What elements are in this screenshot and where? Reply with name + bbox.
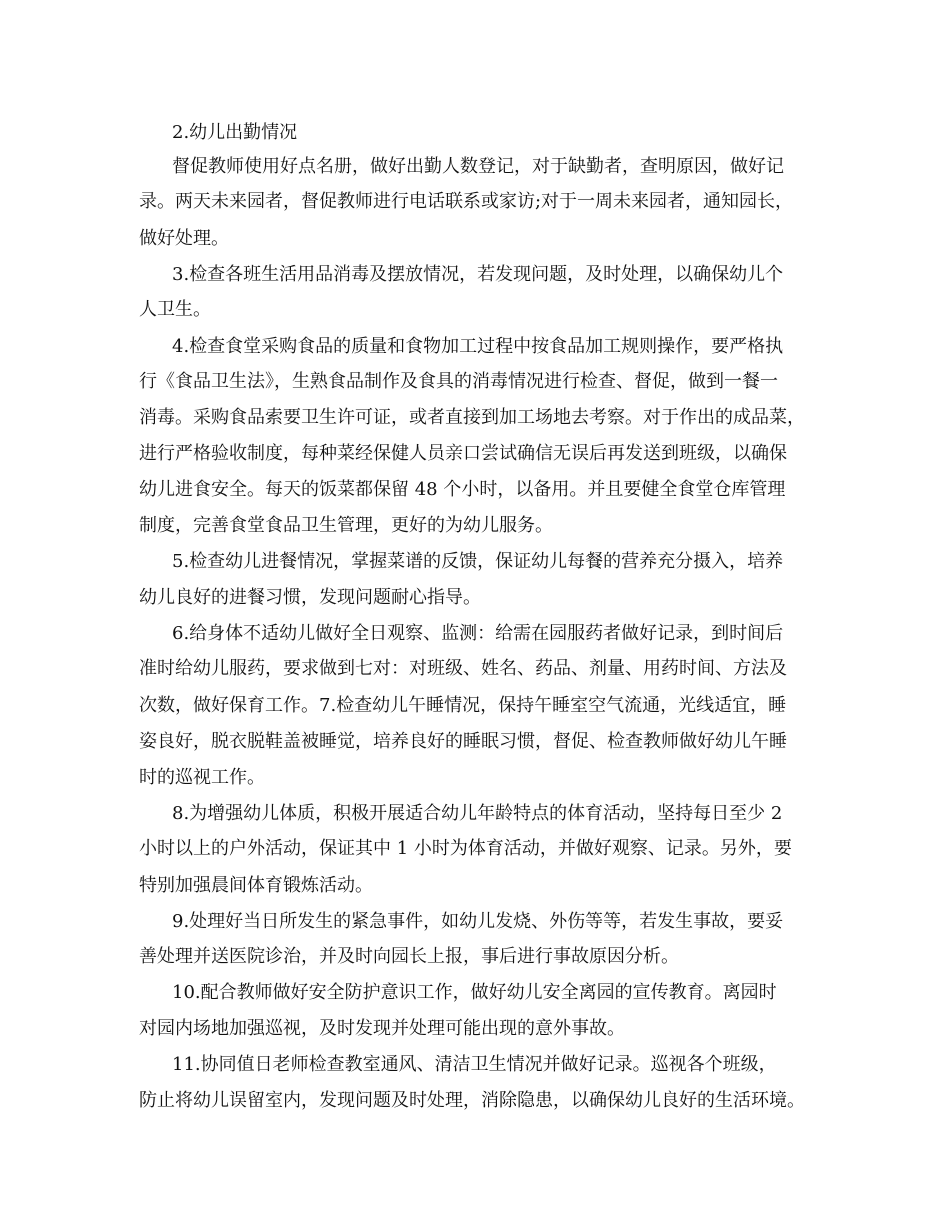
text-line: 幼儿进食安全。每天的饭菜都保留 48 个小时，以备用。并且要健全食堂仓库管理 bbox=[139, 479, 786, 500]
text-line: 督促教师使用好点名册，做好出勤人数登记，对于缺勤者，查明原因，做好记 bbox=[172, 156, 784, 177]
text-line: 特别加强晨间体育锻炼活动。 bbox=[139, 875, 373, 896]
text-line-item-8: 8.为增强幼儿体质，积极开展适合幼儿年龄特点的体育活动，坚持每日至少 2 bbox=[172, 803, 783, 824]
text-line: 小时以上的户外活动，保证其中 1 小时为体育活动，并做好观察、记录。另外，要 bbox=[139, 838, 792, 859]
text-line-item-11: 11.协同值日老师检查教室通风、清洁卫生情况并做好记录。巡视各个班级， bbox=[172, 1054, 777, 1075]
text-line: 准时给幼儿服药，要求做到七对：对班级、姓名、药品、剂量、用药时间、方法及 bbox=[139, 658, 787, 679]
text-line: 人卫生。 bbox=[139, 299, 211, 320]
text-line-item-9: 9.处理好当日所发生的紧急事件，如幼儿发烧、外伤等等，若发生事故，要妥 bbox=[172, 911, 784, 932]
text-line: 幼儿良好的进餐习惯，发现问题耐心指导。 bbox=[139, 587, 481, 608]
text-line: 消毒。采购食品索要卫生许可证，或者直接到加工场地去考察。对于作出的成品菜， bbox=[139, 407, 805, 428]
text-line-item-10: 10.配合教师做好安全防护意识工作，做好幼儿安全离园的宣传教育。离园时 bbox=[172, 982, 777, 1003]
text-line-item-4: 4.检查食堂采购食品的质量和食物加工过程中按食品加工规则操作，要严格执 bbox=[172, 336, 784, 357]
text-line: 行《食品卫生法》，生熟食品制作及食具的消毒情况进行检查、督促，做到一餐一 bbox=[139, 371, 778, 392]
text-line: 做好处理。 bbox=[139, 228, 229, 249]
text-line: 对园内场地加强巡视，及时发现并处理可能出现的意外事故。 bbox=[139, 1018, 625, 1039]
text-line: 善处理并送医院诊治，并及时向园长上报，事后进行事故原因分析。 bbox=[139, 946, 679, 967]
text-line-item-3: 3.检查各班生活用品消毒及摆放情况，若发现问题，及时处理，以确保幼儿个 bbox=[172, 264, 784, 285]
text-line-item-6: 6.给身体不适幼儿做好全日观察、监测：给需在园服药者做好记录，到时间后 bbox=[172, 623, 784, 644]
text-line-item-2-heading: 2.幼儿出勤情况 bbox=[172, 122, 298, 143]
text-line: 制度，完善食堂食品卫生管理，更好的为幼儿服务。 bbox=[139, 515, 553, 536]
text-line: 时的巡视工作。 bbox=[139, 767, 265, 788]
text-line: 进行严格验收制度，每种菜经保健人员亲口尝试确信无误后再发送到班级，以确保 bbox=[139, 443, 787, 464]
text-line: 次数，做好保育工作。7.检查幼儿午睡情况，保持午睡室空气流通，光线适宜，睡 bbox=[139, 695, 787, 716]
text-line: 录。两天未来园者，督促教师进行电话联系或家访;对于一周未来园者，通知园长， bbox=[139, 191, 794, 212]
text-line: 姿良好，脱衣脱鞋盖被睡觉，培养良好的睡眠习惯，督促、检查教师做好幼儿午睡 bbox=[139, 731, 787, 752]
text-line: 防止将幼儿误留室内，发现问题及时处理，消除隐患，以确保幼儿良好的生活环境。 bbox=[139, 1090, 805, 1111]
text-line-item-5: 5.检查幼儿进餐情况，掌握菜谱的反馈，保证幼儿每餐的营养充分摄入，培养 bbox=[172, 551, 784, 572]
